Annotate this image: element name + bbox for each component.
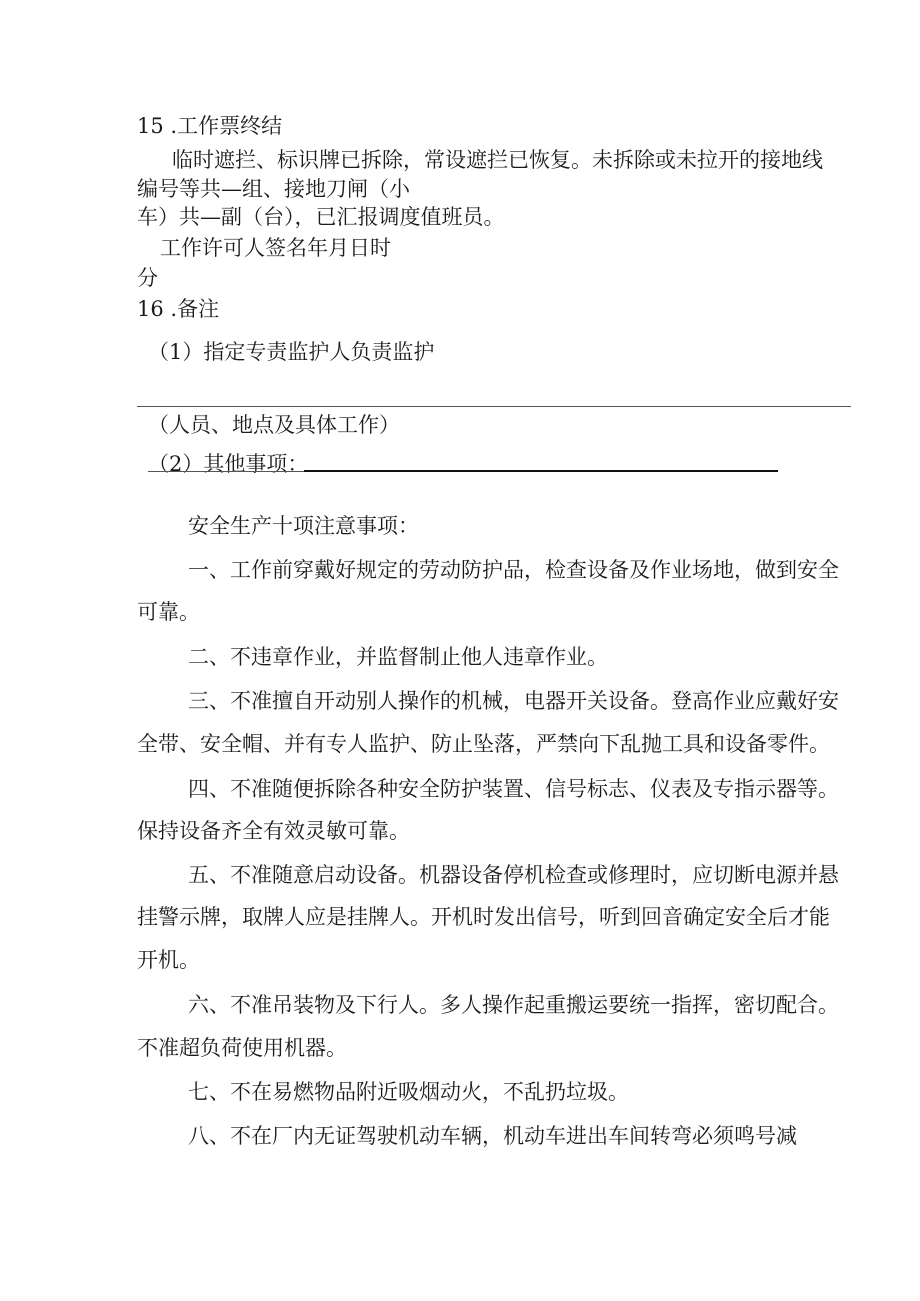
safety-line: 保持设备齐全有效灵敏可靠。 bbox=[137, 819, 410, 843]
remark-item-1: （1）指定专责监护人负责监护 bbox=[148, 340, 435, 364]
permit-signature-minute: 分 bbox=[137, 266, 158, 290]
section-15-heading: 15 .工作票终结 bbox=[137, 114, 283, 138]
remark-item-1-underline bbox=[137, 406, 851, 407]
safety-line: 二、不违章作业，并监督制止他人违章作业。 bbox=[188, 645, 608, 669]
safety-line: 开机。 bbox=[137, 948, 200, 972]
safety-notes-title: 安全生产十项注意事项： bbox=[188, 514, 419, 538]
safety-line: 不准超负荷使用机器。 bbox=[137, 1036, 347, 1060]
section-15-para-line-1: 临时遮拦、标识牌已拆除，常设遮拦已恢复。未拆除或未拉开的接地线 bbox=[172, 148, 823, 172]
safety-line: 六、不准吊装物及下行人。多人操作起重搬运要统一指挥，密切配合。 bbox=[188, 993, 839, 1017]
safety-line: 全带、安全帽、并有专人监护、防止坠落，严禁向下乱抛工具和设备零件。 bbox=[137, 732, 830, 756]
safety-line: 七、不在易燃物品附近吸烟动火，不乱扔垃圾。 bbox=[188, 1080, 629, 1104]
safety-line: 四、不准随便拆除各种安全防护装置、信号标志、仪表及专指示器等。 bbox=[188, 777, 839, 801]
section-16-heading: 16 .备注 bbox=[137, 297, 220, 321]
remark-item-2-label-underline bbox=[148, 471, 304, 472]
section-15-para-line-3: 车）共—副（台），已汇报调度值班员。 bbox=[137, 205, 505, 229]
remark-item-1-note: （人员、地点及具体工作） bbox=[148, 413, 400, 437]
safety-line: 五、不准随意启动设备。机器设备停机检查或修理时，应切断电源并悬 bbox=[188, 863, 839, 887]
remark-item-2: （2）其他事项： bbox=[148, 452, 309, 476]
section-15-para-line-2: 编号等共—组、接地刀闸（小 bbox=[137, 177, 410, 201]
safety-line: 八、不在厂内无证驾驶机动车辆，机动车进出车间转弯必须鸣号减 bbox=[188, 1124, 797, 1148]
safety-line: 一、工作前穿戴好规定的劳动防护品，检查设备及作业场地，做到安全 bbox=[188, 558, 839, 582]
remark-item-2-fill-line bbox=[304, 470, 778, 472]
permit-signature-line: 工作许可人签名年月日时 bbox=[160, 236, 391, 260]
safety-line: 挂警示牌，取牌人应是挂牌人。开机时发出信号，听到回音确定安全后才能 bbox=[137, 905, 830, 929]
safety-line: 三、不准擅自开动别人操作的机械，电器开关设备。登高作业应戴好安 bbox=[188, 689, 839, 713]
safety-line: 可靠。 bbox=[137, 600, 200, 624]
